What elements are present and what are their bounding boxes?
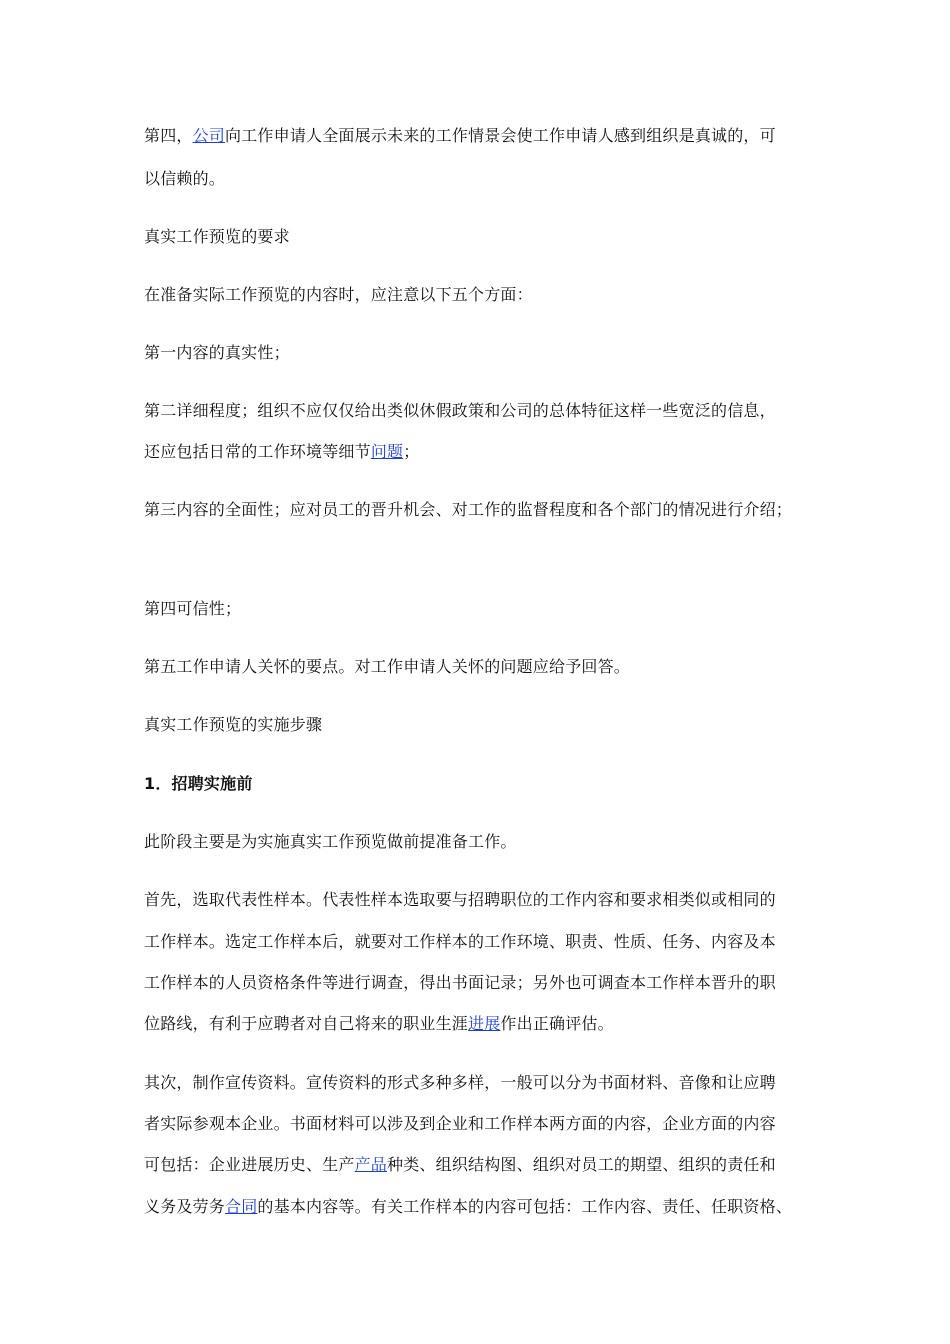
section-heading-steps: 真实工作预览的实施步骤 <box>144 715 323 734</box>
list-item-continuation <box>144 441 419 463</box>
paragraph-line: 工作样本的人员资格条件等进行调查，得出书面记录；另外也可调查本工作样本晋升的职 <box>144 973 776 992</box>
paragraph-line <box>144 1154 776 1176</box>
step-heading: 1．招聘实施前 <box>144 774 253 793</box>
paragraph-line: 者实际参观本企业。书面材料可以涉及到企业和工作样本两方面的内容，企业方面的内容 <box>144 1114 776 1133</box>
text-run: 的基本内容等。有关工作样本的内容可包括：工作内容、责任、任职资格、 <box>257 1197 793 1216</box>
text-run: 义务及劳务 <box>144 1197 226 1216</box>
text-run: 第四， <box>144 126 193 145</box>
list-item: 第二详细程度；组织不应仅仅给出类似休假政策和公司的总体特征这样一些宽泛的信息， <box>144 401 776 420</box>
text-run: 还应包括日常的工作环境等细节 <box>144 442 371 461</box>
link-progress[interactable]: 进展 <box>468 1014 501 1033</box>
list-item: 第一内容的真实性； <box>144 343 290 362</box>
text-run: 可包括：企业进展历史、生产 <box>144 1155 355 1174</box>
text-run: 种类、组织结构图、组织对员工的期望、组织的责任和 <box>387 1155 776 1174</box>
section-heading-requirements: 真实工作预览的要求 <box>144 227 290 246</box>
text-run: 位路线，有利于应聘者对自己将来的职业生涯 <box>144 1014 469 1033</box>
link-contract[interactable]: 合同 <box>225 1197 258 1216</box>
paragraph-line: 此阶段主要是为实施真实工作预览做前提准备工作。 <box>144 832 517 851</box>
list-item: 第五工作申请人关怀的要点。对工作申请人关怀的问题应给予回答。 <box>144 657 631 676</box>
paragraph-line: 工作样本。选定工作样本后，就要对工作样本的工作环境、职责、性质、任务、内容及本 <box>144 932 776 951</box>
paragraph-line <box>144 1013 614 1035</box>
list-item: 第三内容的全面性；应对员工的晋升机会、对工作的监督程度和各个部门的情况进行介绍； <box>144 500 793 519</box>
paragraph-line: 其次，制作宣传资料。宣传资料的形式多种多样，一般可以分为书面材料、音像和让应聘 <box>144 1073 776 1092</box>
text-run: ； <box>403 442 420 461</box>
paragraph-line <box>144 125 776 147</box>
text-run: 作出正确评估。 <box>500 1014 614 1033</box>
link-problem[interactable]: 问题 <box>370 442 404 461</box>
list-item: 第四可信性； <box>144 599 242 618</box>
paragraph-line <box>144 1196 792 1218</box>
link-product[interactable]: 产品 <box>354 1155 388 1174</box>
text-run: 向工作申请人全面展示未来的工作情景会使工作申请人感到组织是真诚的，可 <box>225 126 776 145</box>
paragraph-line: 以信赖的。 <box>144 169 226 188</box>
paragraph-line: 首先，选取代表性样本。代表性样本选取要与招聘职位的工作内容和要求相类似或相同的 <box>144 890 776 909</box>
link-company[interactable]: 公司 <box>192 126 226 145</box>
paragraph-line: 在准备实际工作预览的内容时，应注意以下五个方面： <box>144 285 533 304</box>
